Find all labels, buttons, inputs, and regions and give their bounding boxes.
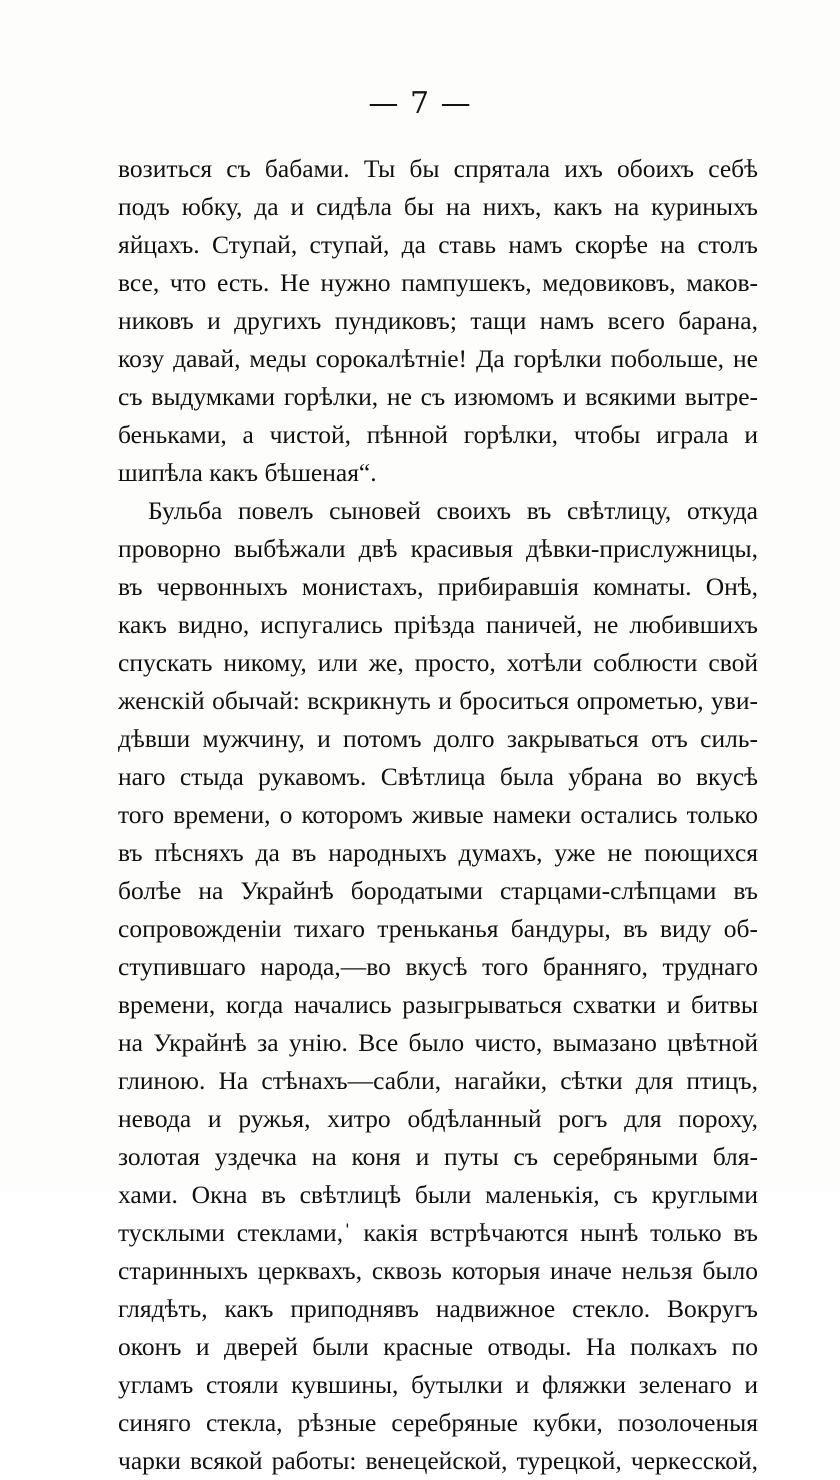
text-line: на Украйнѣ за унію. Все было чисто, вымазано цвѣтной xyxy=(118,1028,758,1057)
text-line: возиться съ бабами. Ты бы спрятала ихъ обоихъ себѣ xyxy=(118,154,758,183)
text-line: времени, когда начались разыгрываться схватки и битвы xyxy=(118,990,758,1019)
paragraph-2 xyxy=(118,492,758,1480)
text-line: съ выдумками горѣлки, не съ изюмомъ и всякими вытре- xyxy=(118,382,758,411)
text-line: невода и ружья, хитро обдѣланный рогъ для пороху, xyxy=(118,1104,758,1133)
text-line: въ червонныхъ монистахъ, прибиравшія комнаты. Онѣ, xyxy=(118,572,758,601)
text-line: наго стыда рукавомъ. Свѣтлица была убрана во вкусѣ xyxy=(118,762,758,791)
text-line: того времени, о которомъ живые намеки остались только xyxy=(118,800,758,829)
text-line: дѣвши мужчину, и потомъ долго закрываться отъ силь- xyxy=(118,724,758,753)
text-line: глядѣть, какъ приподнявъ надвижное стекло. Вокругъ xyxy=(118,1294,758,1323)
text-line: въ пѣсняхъ да въ народныхъ думахъ, уже не поющихся xyxy=(118,838,758,867)
text-line: ступившаго народа,—во вкусѣ того бранняго, труднаго xyxy=(118,952,758,981)
text-line: чарки всякой работы: венецейской, турецкой, черкесской, xyxy=(118,1446,758,1475)
text-line: шипѣла какъ бѣшеная“. xyxy=(118,458,377,487)
text-line: старинныхъ церквахъ, сквозь которыя иначе нельзя было xyxy=(118,1256,758,1285)
paragraph-1 xyxy=(118,150,758,492)
text-line: проворно выбѣжали двѣ красивыя дѣвки-прислужницы, xyxy=(118,534,758,563)
text-line: козу давай, меды сорокалѣтніе! Да горѣлки побольше, не xyxy=(118,344,758,373)
text-line: все, что есть. Не нужно пампушекъ, медовиковъ, маков- xyxy=(118,268,758,297)
text-line: никовъ и другихъ пундиковъ; тащи намъ всего барана, xyxy=(118,306,758,335)
text-line: Бульба повелъ сыновей своихъ въ свѣтлицу, откуда xyxy=(148,496,758,525)
text-block xyxy=(118,150,758,1480)
page-number: — 7 — xyxy=(368,86,472,121)
text-line: спускать никому, или же, просто, хотѣли соблюсти свой xyxy=(118,648,758,677)
text-line: тусклыми стеклами,ˈ какія встрѣчаются нынѣ только въ xyxy=(118,1218,758,1247)
text-line: синяго стекла, рѣзные серебряные кубки, позолоченыя xyxy=(118,1408,758,1437)
text-line: какъ видно, испугались пріѣзда паничей, не любившихъ xyxy=(118,610,758,639)
text-line: глиною. На стѣнахъ—сабли, нагайки, сѣтки для птицъ, xyxy=(118,1066,758,1095)
text-line: золотая уздечка на коня и путы съ серебряными бля- xyxy=(118,1142,758,1171)
text-line: женскій обычай: вскрикнуть и броситься опрометью, уви- xyxy=(118,686,758,715)
text-line: яйцахъ. Ступай, ступай, да ставь намъ скорѣе на столъ xyxy=(118,230,758,259)
text-line: оконъ и дверей были красные отводы. На полкахъ по xyxy=(118,1332,758,1361)
text-line: беньками, а чистой, пѣнной горѣлки, чтобы играла и xyxy=(118,420,758,449)
text-line: болѣе на Украйнѣ бородатыми старцами-слѣпцами въ xyxy=(118,876,758,905)
text-line: хами. Окна въ свѣтлицѣ были маленькія, съ круглыми xyxy=(118,1180,758,1209)
text-line: угламъ стояли кувшины, бутылки и фляжки зеленаго и xyxy=(118,1370,758,1399)
text-line: подъ юбку, да и сидѣла бы на нихъ, какъ на куриныхъ xyxy=(118,192,758,221)
text-line: сопровожденіи тихаго треньканья бандуры, въ виду об- xyxy=(118,914,758,943)
